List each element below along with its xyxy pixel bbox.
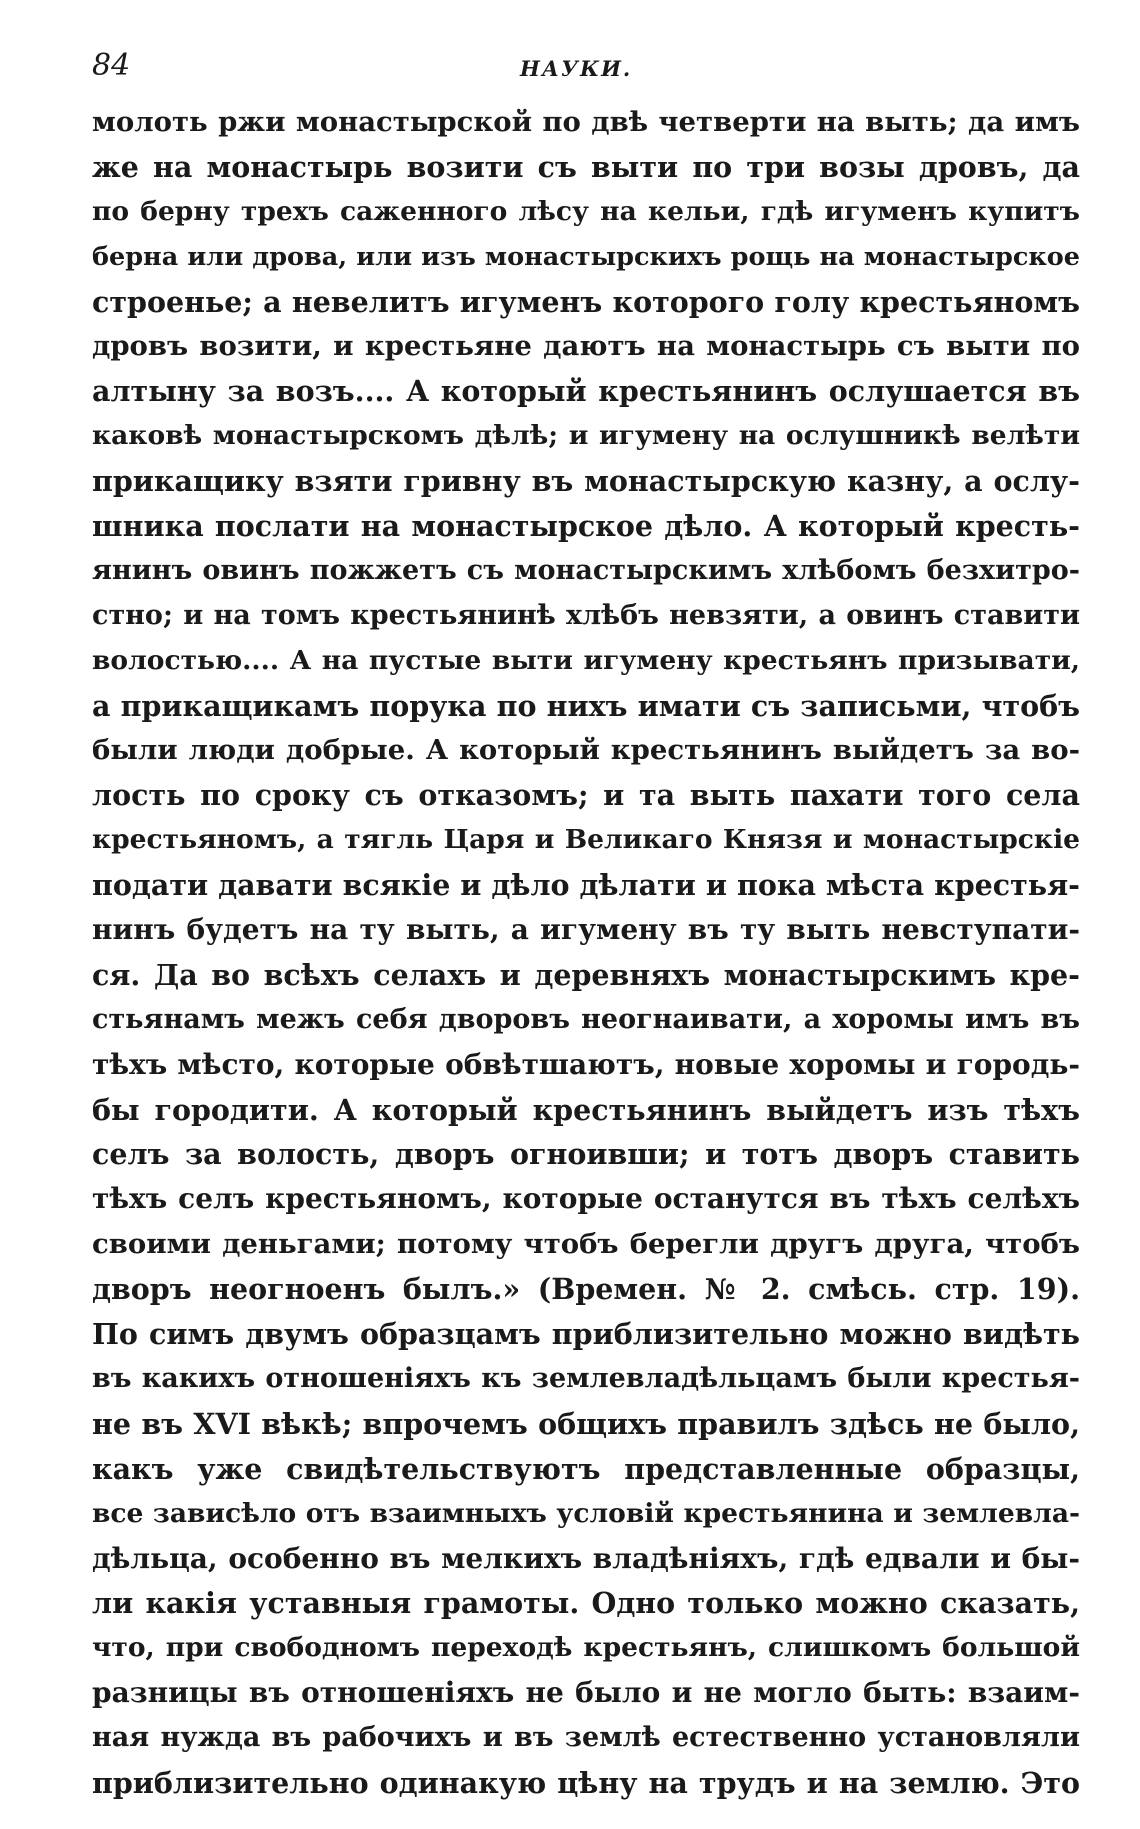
text-line: ли какія уставныя грамоты. Одно только можно сказать, [92,1586,1080,1621]
text-line: дѣльца, особенно въ мелкихъ владѣніяхъ, гдѣ едвали и бы- [92,1541,1080,1575]
text-line: лость по сроку съ отказомъ; и та выть пахати того села [92,778,1080,813]
text-line: стно; и на томъ крестьянинѣ хлѣбъ невзяти, а овинъ ставити [92,599,1080,631]
text-line: приблизительно одинакую цѣну на трудъ и на землю. Это [92,1765,1080,1800]
text-line: волостью.... А на пустые выти игумену крестьянъ призывати, [92,644,1080,676]
text-line: прикащику взяти гривну въ монастырскую казну, а ослу- [92,464,1080,499]
text-line: подати давати всякіе и дѣло дѣлати и пока мѣста крестья- [92,868,1080,903]
text-line: берна или дрова, или изъ монастырскихъ рощь на монастырское [92,241,1080,272]
text-line: дровъ возити, и крестьяне даютъ на монастырь съ выти по [92,330,1080,363]
text-line: тѣхъ селъ крестьяномъ, которые останутся въ тѣхъ селѣхъ [92,1182,1080,1216]
page-number: 84 [92,48,131,83]
text-line: молоть ржи монастырской по двѣ четверти на выть; да имъ [92,106,1080,138]
text-line: алтыну за возъ.... А который крестьянинъ ослушается въ [92,374,1080,409]
text-line: нинъ будетъ на ту выть, а игумену въ ту выть невступати- [92,913,1080,947]
text-line: крестьяномъ, а тягль Царя и Великаго Князя и монастырскіе [92,824,1080,856]
text-line: все зависѣло отъ взаимныхъ условій крестьянина и землевла- [92,1497,1080,1529]
text-line: что, при свободномъ переходѣ крестьянъ, слишкомъ большой [92,1632,1080,1664]
text-line: въ какихъ отношеніяхъ къ землевладѣльцамъ были крестья- [92,1362,1080,1394]
text-line: по берну трехъ саженного лѣсу на кельи, гдѣ игуменъ купитъ [92,195,1080,227]
text-line: строенье; а невелитъ игуменъ которого голу крестьяномъ [92,284,1080,319]
text-line: бы городити. А который крестьянинъ выйдетъ изъ тѣхъ [92,1092,1080,1127]
text-line: стьянамъ межъ себя дворовъ неогнаивати, а хоромы имъ въ [92,1003,1080,1035]
text-line: какъ уже свидѣтельствуютъ представленные образцы, [92,1451,1080,1486]
text-line: тѣхъ мѣсто, которые обвѣтшаютъ, новые хоромы и городь- [92,1047,1080,1081]
text-line: шника послати на монастырское дѣло. А который кресть- [92,509,1080,544]
text-line: ся. Да во всѣхъ селахъ и деревняхъ монастырскимъ кре- [92,957,1080,992]
text-line: своими деньгами; потому чтобъ берегли другъ друга, чтобъ [92,1228,1080,1261]
text-line: дворъ неогноенъ былъ.» (Времен. № 2. смѣсь. стр. 19). [92,1272,1080,1307]
text-line: ная нужда въ рабочихъ и въ землѣ естественно установляли [92,1722,1080,1754]
text-line: янинъ овинъ пожжетъ съ монастырскимъ хлѣбомъ безхитро- [92,554,1080,586]
body-text [92,100,1080,1806]
text-line: разницы въ отношеніяхъ не было и не могло быть: взаим- [92,1676,1080,1710]
text-line: не въ XVI вѣкѣ; впрочемъ общихъ правилъ здѣсь не было, [92,1406,1080,1441]
running-head: НАУКИ. [520,56,633,81]
text-line: каковѣ монастырскомъ дѣлѣ; и игумену на ослушникѣ велѣти [92,420,1080,452]
text-line: а прикащикамъ порука по нихъ имати съ записьми, чтобъ [92,688,1080,723]
text-line: селъ за волость, дворъ огноивши; и тотъ дворъ ставить [92,1137,1080,1172]
text-line: были люди добрые. А который крестьянинъ выйдетъ за во- [92,734,1080,767]
text-line: же на монастырь возити съ выти по три возы дровъ, да [92,149,1080,184]
text-line: По симъ двумъ образцамъ приблизительно можно видѣть [92,1317,1080,1352]
